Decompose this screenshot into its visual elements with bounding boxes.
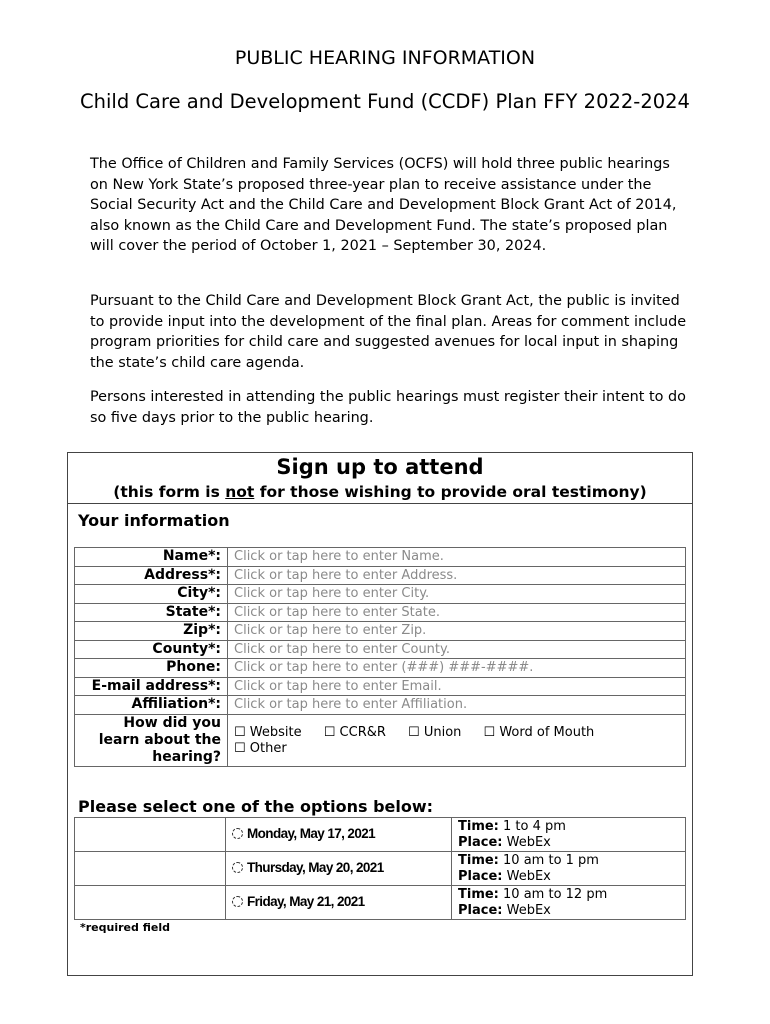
session-blank-cell <box>75 852 226 886</box>
session-details <box>452 852 686 886</box>
email-label: E-mail address*: <box>75 677 228 696</box>
page-title: PUBLIC HEARING INFORMATION <box>234 47 536 69</box>
city-input[interactable]: Click or tap here to enter City. <box>228 585 686 604</box>
state-label: State*: <box>75 603 228 622</box>
session-place: WebEx <box>506 868 551 884</box>
session-blank-cell <box>75 818 226 852</box>
field-row-city <box>75 585 686 604</box>
ccrr-checkbox[interactable]: ☐ CCR&R <box>323 725 386 740</box>
field-row-address <box>75 566 686 585</box>
session-option[interactable] <box>226 886 452 920</box>
registration-paragraph: Persons interested in attending the public hearings must register their intent to do so five days prior to the public hearing. <box>90 389 686 426</box>
phone-label: Phone: <box>75 659 228 678</box>
session-option[interactable] <box>226 852 452 886</box>
session-day: Monday, May 17, 2021 <box>247 826 376 841</box>
zip-input[interactable]: Click or tap here to enter Zip. <box>228 622 686 641</box>
session-day: Thursday, May 20, 2021 <box>247 860 384 875</box>
page-subtitle: Child Care and Development Fund (CCDF) Plan FFY 2022-2024 <box>80 90 690 113</box>
session-row <box>75 886 686 920</box>
email-input[interactable]: Click or tap here to enter Email. <box>228 677 686 696</box>
info-heading: Your information <box>78 511 230 530</box>
name-label: Name*: <box>75 548 228 567</box>
session-option[interactable] <box>226 818 452 852</box>
place-label: Place: <box>458 834 503 850</box>
address-label: Address*: <box>75 566 228 585</box>
affiliation-label: Affiliation*: <box>75 696 228 715</box>
time-label: Time: <box>458 886 499 902</box>
session-time: 10 am to 1 pm <box>503 852 599 868</box>
session-time: 10 am to 12 pm <box>503 886 608 902</box>
session-details <box>452 818 686 852</box>
options-heading: Please select one of the options below: <box>78 797 434 816</box>
session-day: Friday, May 21, 2021 <box>247 894 365 909</box>
time-label: Time: <box>458 852 499 868</box>
radio-icon[interactable] <box>232 896 243 907</box>
heard-options <box>228 714 686 766</box>
not-emphasis: not <box>225 483 255 501</box>
affiliation-input[interactable]: Click or tap here to enter Affiliation. <box>228 696 686 715</box>
field-row-heard <box>75 714 686 766</box>
state-input[interactable]: Click or tap here to enter State. <box>228 603 686 622</box>
field-row-county <box>75 640 686 659</box>
place-label: Place: <box>458 868 503 884</box>
field-row-name <box>75 548 686 567</box>
field-row-zip <box>75 622 686 641</box>
signup-form <box>67 452 693 976</box>
form-subtitle: (this form is not for those wishing to provide oral testimony) <box>113 483 647 501</box>
field-row-email <box>75 677 686 696</box>
intro-paragraph: The Office of Children and Family Services (OCFS) will hold three public hearings on New York State’s proposed three-year plan to receive assistance under the Social Security Act and the Child Care and Development Block Grant Act of 2014, also known as the Child Care and Development Fund. The state’s proposed plan will cover the period of October 1, 2021 – September 30, 2024. <box>90 156 677 255</box>
form-title: Sign up to attend <box>276 455 484 479</box>
purpose-paragraph: Pursuant to the Child Care and Development Block Grant Act, the public is invited to provide input into the development of the final plan. Areas for comment include program priorities for child care and suggested avenues for local input in shaping the state’s child care agenda. <box>90 293 687 371</box>
required-field-note: *required field <box>80 921 170 934</box>
radio-icon[interactable] <box>232 828 243 839</box>
session-options-table <box>74 817 686 920</box>
heard-label: How did you learn about the hearing? <box>75 714 228 766</box>
info-table <box>74 547 686 767</box>
name-input[interactable]: Click or tap here to enter Name. <box>228 548 686 567</box>
city-label: City*: <box>75 585 228 604</box>
other-checkbox[interactable]: ☐ Other <box>234 741 287 756</box>
session-row <box>75 818 686 852</box>
session-blank-cell <box>75 886 226 920</box>
field-row-affiliation <box>75 696 686 715</box>
word-of-mouth-checkbox[interactable]: ☐ Word of Mouth <box>483 725 595 740</box>
field-row-state <box>75 603 686 622</box>
time-label: Time: <box>458 818 499 834</box>
session-time: 1 to 4 pm <box>503 818 566 834</box>
phone-input[interactable]: Click or tap here to enter (###) ###-####. <box>228 659 686 678</box>
county-input[interactable]: Click or tap here to enter County. <box>228 640 686 659</box>
zip-label: Zip*: <box>75 622 228 641</box>
form-divider <box>68 503 692 504</box>
session-place: WebEx <box>506 834 551 850</box>
field-row-phone <box>75 659 686 678</box>
county-label: County*: <box>75 640 228 659</box>
session-row <box>75 852 686 886</box>
place-label: Place: <box>458 902 503 918</box>
session-place: WebEx <box>506 902 551 918</box>
website-checkbox[interactable]: ☐ Website <box>234 725 302 740</box>
address-input[interactable]: Click or tap here to enter Address. <box>228 566 686 585</box>
radio-icon[interactable] <box>232 862 243 873</box>
session-details <box>452 886 686 920</box>
union-checkbox[interactable]: ☐ Union <box>408 725 462 740</box>
